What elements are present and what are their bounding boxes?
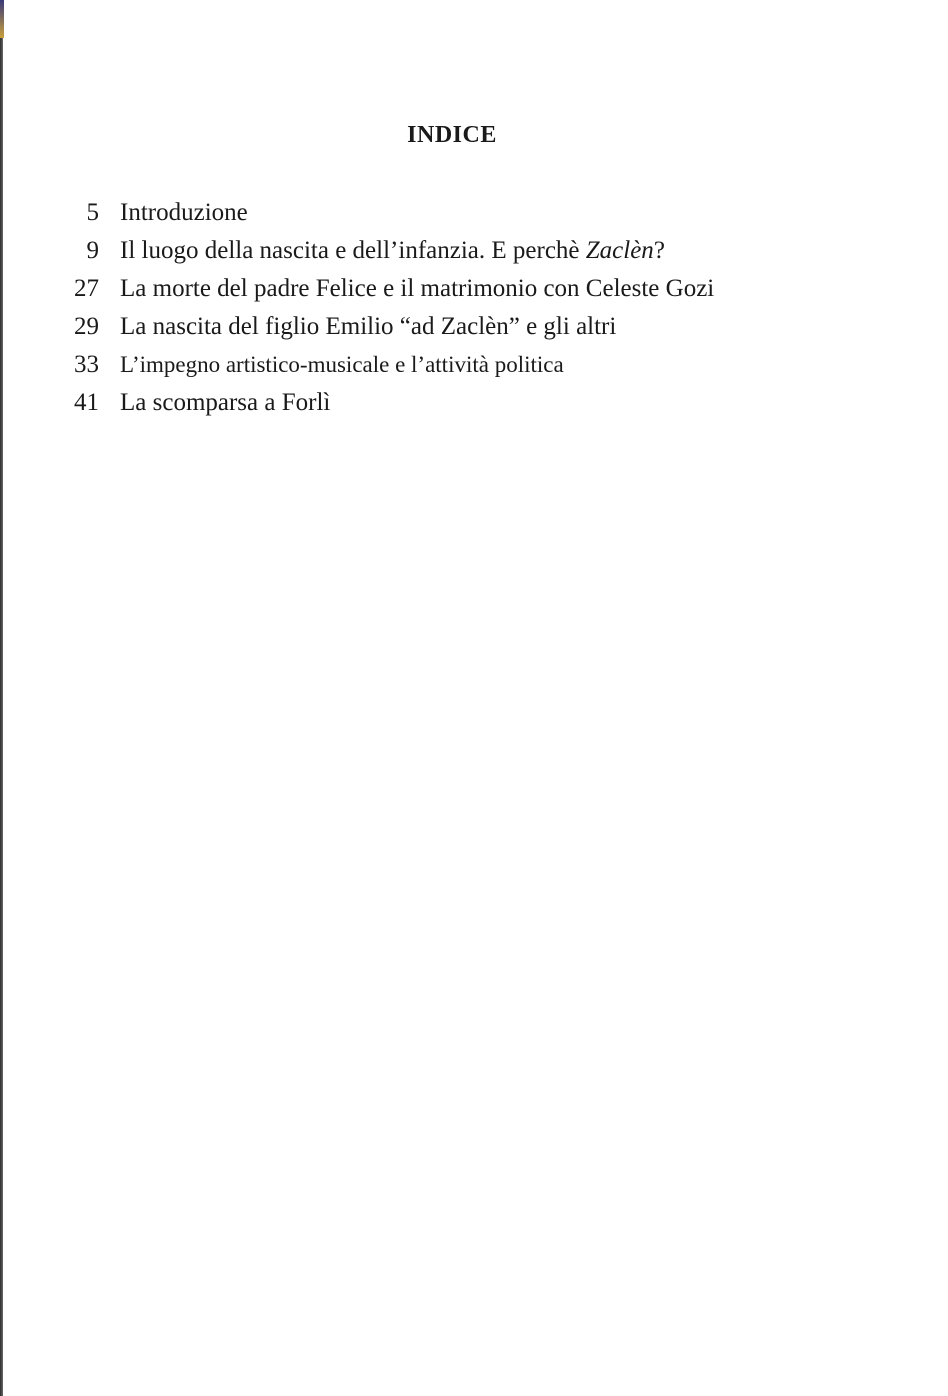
toc-page-number: 5	[86, 199, 99, 226]
toc-entry-title-wrapper	[120, 237, 900, 265]
toc-entry	[0, 199, 900, 237]
toc-page-number: 29	[74, 313, 99, 340]
page-title: INDICE	[407, 122, 497, 149]
toc-entry-title: La nascita del figlio Emilio “ad Zaclèn” e gli altri	[120, 313, 617, 340]
toc-entry	[0, 275, 900, 313]
toc-page-number: 27	[74, 275, 99, 302]
toc-page-number: 41	[74, 389, 99, 416]
toc-entry-title: Introduzione	[120, 199, 248, 226]
toc-entry-title-end: ?	[653, 237, 665, 264]
toc-page-number: 9	[86, 237, 99, 264]
toc-entry	[0, 313, 900, 351]
table-of-contents	[0, 199, 900, 427]
toc-entry	[0, 237, 900, 275]
toc-entry	[0, 351, 900, 389]
toc-entry-title: La morte del padre Felice e il matrimonio con Celeste Gozi	[120, 275, 715, 302]
toc-entry	[0, 389, 900, 427]
toc-entry-emphasis: Zaclèn	[585, 237, 654, 264]
page-edge-accent	[0, 0, 4, 38]
toc-entry-title: L’impegno artistico-musicale e l’attività politica	[120, 352, 564, 377]
toc-page-number: 33	[74, 351, 99, 378]
toc-entry-title: La scomparsa a Forlì	[120, 389, 331, 416]
toc-entry-title: Il luogo della nascita e dell’infanzia. E perchè	[120, 237, 586, 264]
